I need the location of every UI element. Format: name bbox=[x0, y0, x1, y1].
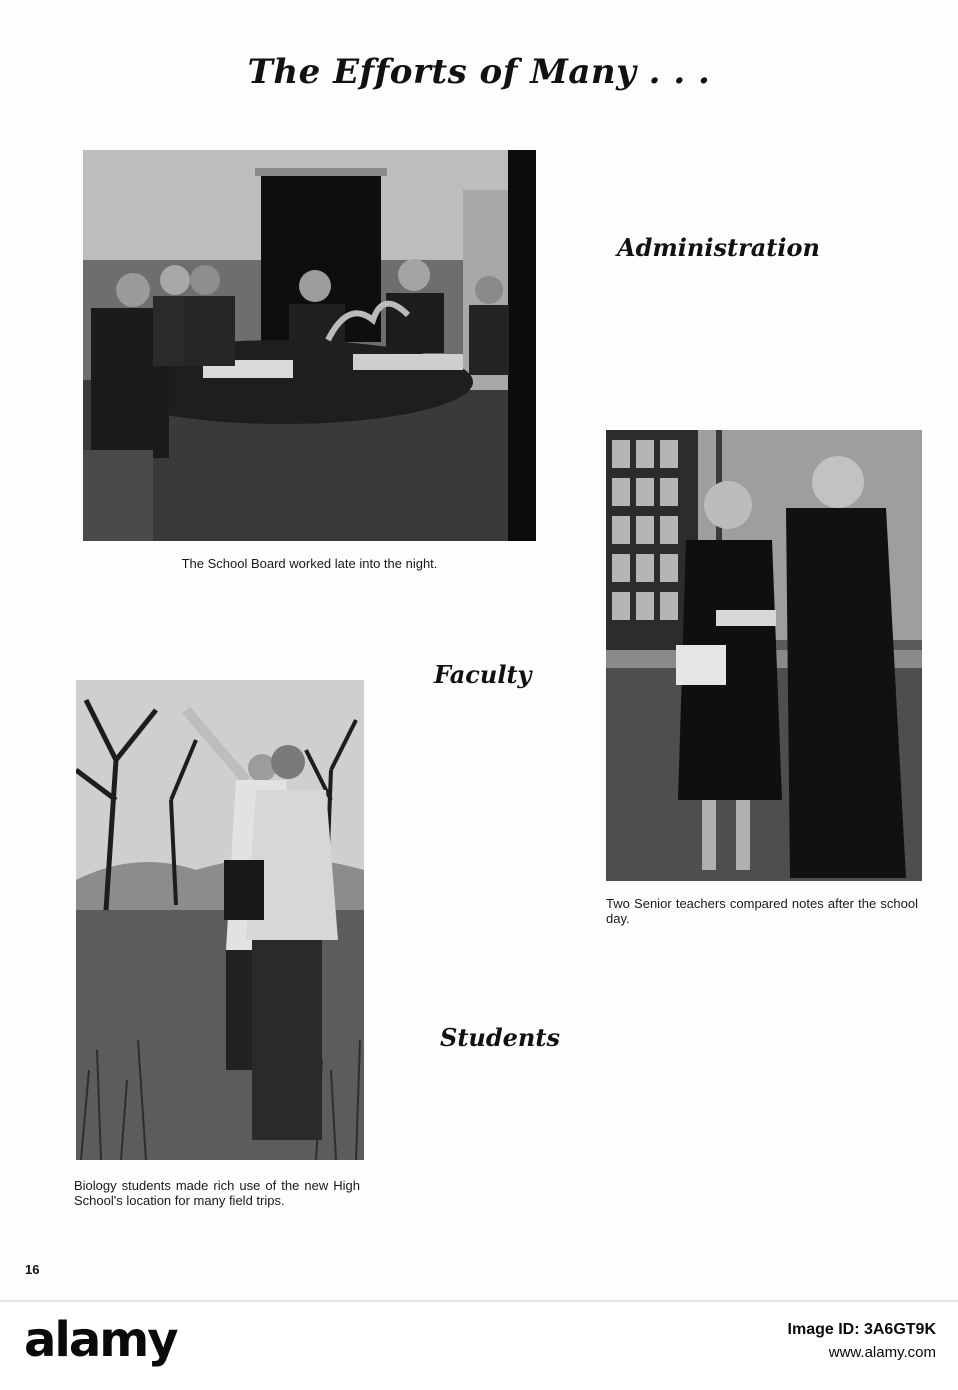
school-board-caption: The School Board worked late into the night. bbox=[181, 556, 438, 571]
biology-students-caption: Biology students made rich use of the new High School's location for many field trips. bbox=[74, 1178, 360, 1208]
biology-students-photo bbox=[76, 680, 364, 1160]
site-url: www.alamy.com bbox=[828, 1344, 936, 1361]
image-id-label: Image ID: 3A6GT9K bbox=[787, 1321, 936, 1338]
footer-meta bbox=[788, 1318, 936, 1364]
senior-teachers-caption: Two Senior teachers compared notes after the school day. bbox=[606, 896, 918, 926]
page-title: The Efforts of Many . . . bbox=[247, 52, 711, 92]
section-heading-faculty: Faculty bbox=[434, 660, 532, 689]
footer-divider bbox=[0, 1300, 958, 1302]
alamy-logo: alamy bbox=[24, 1312, 177, 1368]
page-number: 16 bbox=[25, 1262, 40, 1277]
senior-teachers-photo bbox=[606, 430, 922, 881]
section-heading-administration: Administration bbox=[617, 233, 820, 262]
section-heading-students: Students bbox=[440, 1023, 560, 1052]
school-board-photo bbox=[83, 150, 536, 541]
